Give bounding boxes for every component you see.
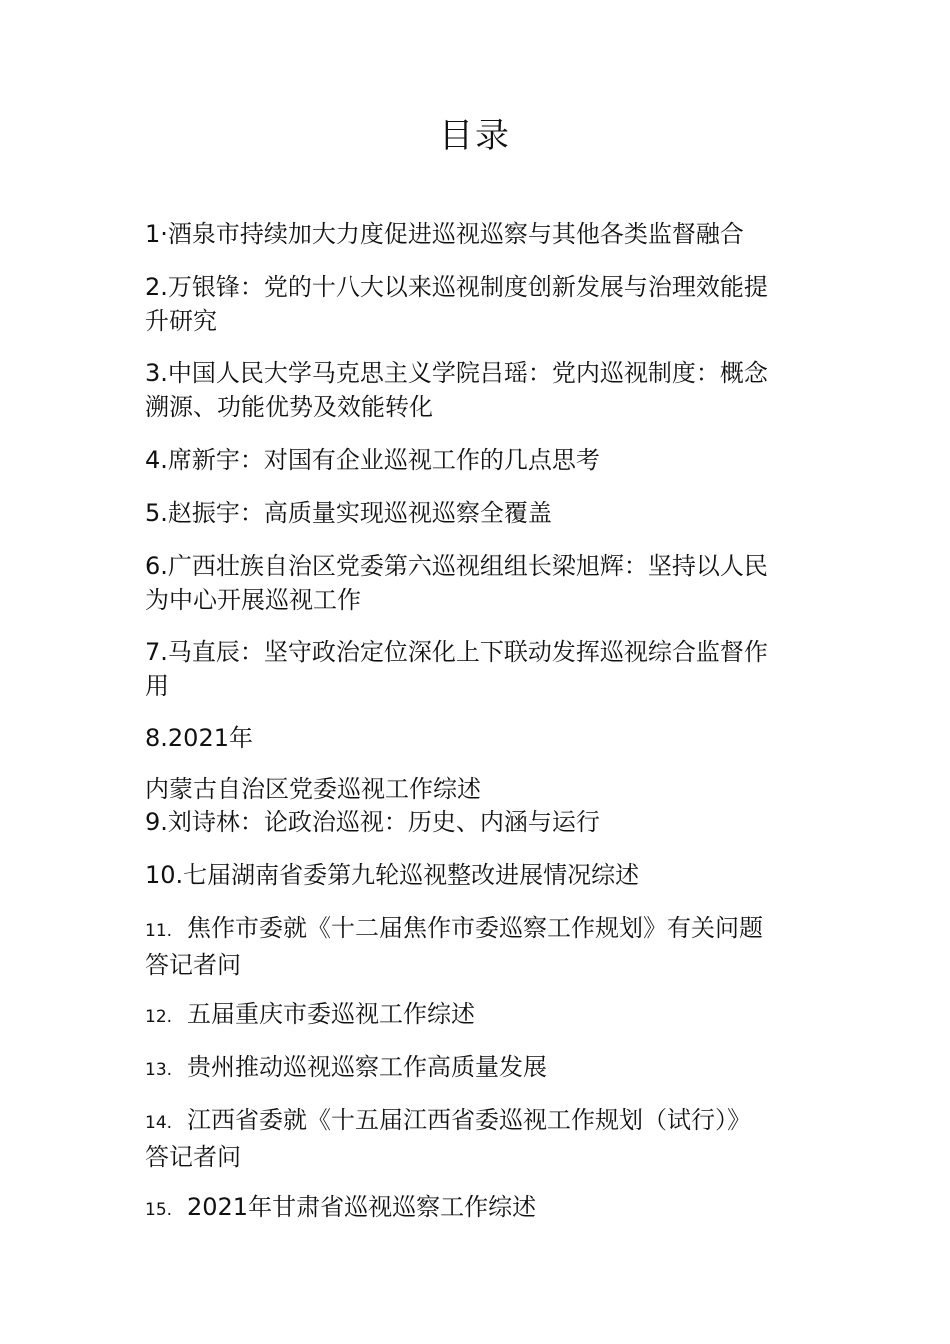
toc-entry-6[interactable] xyxy=(145,549,815,617)
toc-entry-text: 10.七届湖南省委第九轮巡视整改进展情况综述 xyxy=(145,861,640,889)
toc-entry-10[interactable] xyxy=(145,858,815,892)
toc-entry-9[interactable] xyxy=(145,805,815,839)
toc-entry-12[interactable] xyxy=(145,997,815,1034)
toc-entry-line: 用 xyxy=(145,672,169,700)
toc-entry-text: 4.席新宇：对国有企业巡视工作的几点思考 xyxy=(145,446,600,474)
page-title: 目录 xyxy=(439,116,511,156)
toc-entry-5[interactable] xyxy=(145,496,815,530)
toc-entry-number: 15. xyxy=(145,1200,173,1220)
toc-entry-1[interactable] xyxy=(145,217,815,251)
toc-entry-text: 内蒙古自治区党委巡视工作综述 xyxy=(145,775,481,803)
toc-entry-line: 江西省委就《十五届江西省委巡视工作规划（试行）》 xyxy=(187,1106,751,1134)
toc-entry-line: 焦作市委就《十二届焦作市委巡察工作规划》有关问题 xyxy=(187,914,763,942)
toc-entry-line: 3.中国人民大学马克思主义学院吕瑶：党内巡视制度：概念 xyxy=(145,359,768,387)
toc-entry-text: 9.刘诗林：论政治巡视：历史、内涵与运行 xyxy=(145,808,600,836)
toc-entry-7[interactable] xyxy=(145,635,815,703)
toc-entry-number: 11. xyxy=(145,921,173,941)
toc-entry-13[interactable] xyxy=(145,1050,815,1087)
toc-entry-8-continued[interactable] xyxy=(145,772,815,806)
toc-entry-line: 为中心开展巡视工作 xyxy=(145,586,361,614)
toc-entry-11[interactable] xyxy=(145,911,815,982)
toc-entry-line: 答记者问 xyxy=(145,951,241,979)
toc-entry-line: 升研究 xyxy=(145,307,217,335)
toc-entry-2[interactable] xyxy=(145,270,815,338)
toc-entry-text: 8.2021年 xyxy=(145,724,253,752)
toc-entry-text: 2021年甘肃省巡视巡察工作综述 xyxy=(187,1193,537,1221)
toc-entry-text: 五届重庆市委巡视工作综述 xyxy=(187,1000,475,1028)
toc-entry-4[interactable] xyxy=(145,443,815,477)
toc-entry-15[interactable] xyxy=(145,1190,815,1227)
toc-entry-number: 12. xyxy=(145,1007,173,1027)
toc-entry-14[interactable] xyxy=(145,1103,815,1174)
toc-entry-line: 7.马直辰：坚守政治定位深化上下联动发挥巡视综合监督作 xyxy=(145,638,768,666)
toc-entry-3[interactable] xyxy=(145,356,815,424)
toc-entry-line: 答记者问 xyxy=(145,1143,241,1171)
toc-entry-8[interactable] xyxy=(145,721,815,755)
toc-entry-line: 溯源、功能优势及效能转化 xyxy=(145,393,433,421)
toc-entry-text: 5.赵振宇：高质量实现巡视巡察全覆盖 xyxy=(145,499,552,527)
toc-entry-number: 14. xyxy=(145,1113,173,1133)
toc-entry-text: 1·酒泉市持续加大力度促进巡视巡察与其他各类监督融合 xyxy=(145,220,744,248)
toc-entry-text: 贵州推动巡视巡察工作高质量发展 xyxy=(187,1053,547,1081)
toc-entry-line: 2.万银锋：党的十八大以来巡视制度创新发展与治理效能提 xyxy=(145,273,768,301)
toc-entry-number: 13. xyxy=(145,1060,173,1080)
toc-entry-line: 6.广西壮族自治区党委第六巡视组组长梁旭辉：坚持以人民 xyxy=(145,552,768,580)
